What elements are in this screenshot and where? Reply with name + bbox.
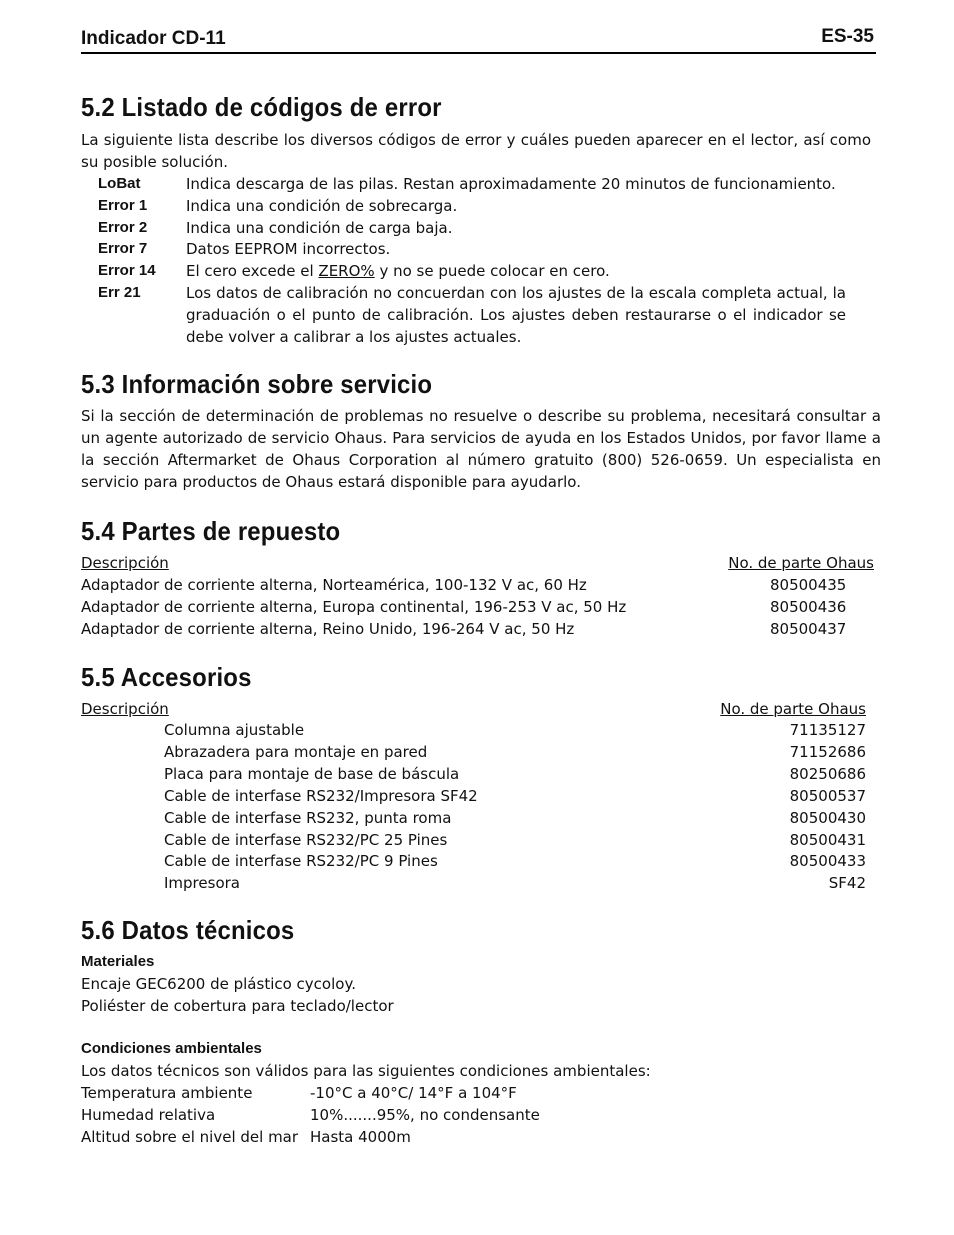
error-description: Los datos de calibración no concuerdan con los ajustes de la escala completa actual, la graduación o el punto de calibración. Los ajustes deben restaurarse o el indicador se debe volver a calibrar a los ajustes actuales. <box>186 284 846 346</box>
running-header-title: Indicador CD-11 <box>81 28 226 49</box>
section-5-2-intro: La siguiente lista describe los diversos códigos de error y cuáles pueden aparecer en el lector, así como su posible solución. <box>81 131 871 171</box>
section-5-3-body: Si la sección de determinación de problemas no resuelve o describe su problema, necesitará consultar a un agente autorizado de servicio Ohaus. Para servicios de ayuda en los Estados Unidos, por favor llame a la sección Aftermarket de Ohaus Corporation al número gratuito (800) 526-0659. Un especialista en servicio para productos de Ohaus estará disponible para ayudarlo. <box>81 407 881 491</box>
zero-percent-link: ZERO% <box>318 262 375 280</box>
accessory-description: Columna ajustable <box>164 721 305 739</box>
accessory-description: Abrazadera para montaje en pared <box>164 743 428 761</box>
accessory-description: Impresora <box>164 874 240 892</box>
column-header-description: Descripción <box>81 554 169 572</box>
environment-label: Altitud sobre el nivel del mar <box>81 1128 299 1146</box>
environment-heading: Condiciones ambientales <box>81 1040 262 1057</box>
error-description: Datos EEPROM incorrectos. <box>186 240 391 258</box>
part-number: 80500436 <box>770 598 847 616</box>
materials-heading: Materiales <box>81 953 155 970</box>
environment-value: Hasta 4000m <box>310 1128 411 1146</box>
column-header-part-number: No. de parte Ohaus <box>720 700 866 718</box>
error-code: LoBat <box>98 175 141 192</box>
accessory-part-number: 71152686 <box>789 743 866 761</box>
environment-label: Humedad relativa <box>81 1106 216 1124</box>
accessory-part-number: 71135127 <box>789 721 866 739</box>
environment-value: 10%.......95%, no condensante <box>310 1106 540 1124</box>
section-5-5-title: 5.5 Accesorios <box>81 662 252 692</box>
part-description: Adaptador de corriente alterna, Norteamérica, 100-132 V ac, 60 Hz <box>81 576 587 594</box>
environment-label: Temperatura ambiente <box>81 1084 253 1102</box>
section-5-3-title: 5.3 Información sobre servicio <box>81 369 433 399</box>
column-header-description: Descripción <box>81 700 169 718</box>
accessory-part-number: 80250686 <box>789 765 866 783</box>
part-number: 80500437 <box>770 620 847 638</box>
error-description-text: El cero excede el <box>186 262 319 280</box>
error-code: Err 21 <box>98 284 141 301</box>
error-code: Error 14 <box>98 262 156 279</box>
section-5-4-title: 5.4 Partes de repuesto <box>81 516 341 546</box>
error-code: Error 1 <box>98 197 148 214</box>
part-description: Adaptador de corriente alterna, Reino Unido, 196-264 V ac, 50 Hz <box>81 620 575 638</box>
materials-item: Encaje GEC6200 de plástico cycoloy. <box>81 975 356 993</box>
error-code: Error 2 <box>98 219 148 236</box>
error-code: Error 7 <box>98 240 148 257</box>
page-number: ES-35 <box>821 26 874 47</box>
section-5-6-title: 5.6 Datos técnicos <box>81 915 295 945</box>
header-rule <box>81 52 876 54</box>
part-number: 80500435 <box>770 576 847 594</box>
error-description <box>186 260 846 282</box>
accessory-description: Cable de interfase RS232, punta roma <box>164 809 452 827</box>
accessory-part-number: 80500431 <box>789 831 866 849</box>
section-5-2-title: 5.2 Listado de códigos de error <box>81 92 442 122</box>
accessory-part-number: 80500537 <box>789 787 866 805</box>
error-description-text: y no se puede colocar en cero. <box>374 262 610 280</box>
part-description: Adaptador de corriente alterna, Europa continental, 196-253 V ac, 50 Hz <box>81 598 627 616</box>
error-description: Indica descarga de las pilas. Restan aproximadamente 20 minutos de funcionamiento. <box>186 175 836 193</box>
accessory-description: Cable de interfase RS232/PC 9 Pines <box>164 852 438 870</box>
materials-item: Poliéster de cobertura para teclado/lector <box>81 997 394 1015</box>
accessory-description: Placa para montaje de base de báscula <box>164 765 460 783</box>
accessory-part-number: 80500430 <box>789 809 866 827</box>
accessory-description: Cable de interfase RS232/PC 25 Pines <box>164 831 448 849</box>
accessory-description: Cable de interfase RS232/Impresora SF42 <box>164 787 478 805</box>
environment-intro: Los datos técnicos son válidos para las siguientes condiciones ambientales: <box>81 1062 651 1080</box>
error-description: Indica una condición de carga baja. <box>186 219 453 237</box>
environment-value: -10°C a 40°C/ 14°F a 104°F <box>310 1084 517 1102</box>
accessory-part-number: 80500433 <box>789 852 866 870</box>
column-header-part-number: No. de parte Ohaus <box>728 554 874 572</box>
accessory-part-number: SF42 <box>828 874 866 892</box>
error-description: Indica una condición de sobrecarga. <box>186 197 458 215</box>
